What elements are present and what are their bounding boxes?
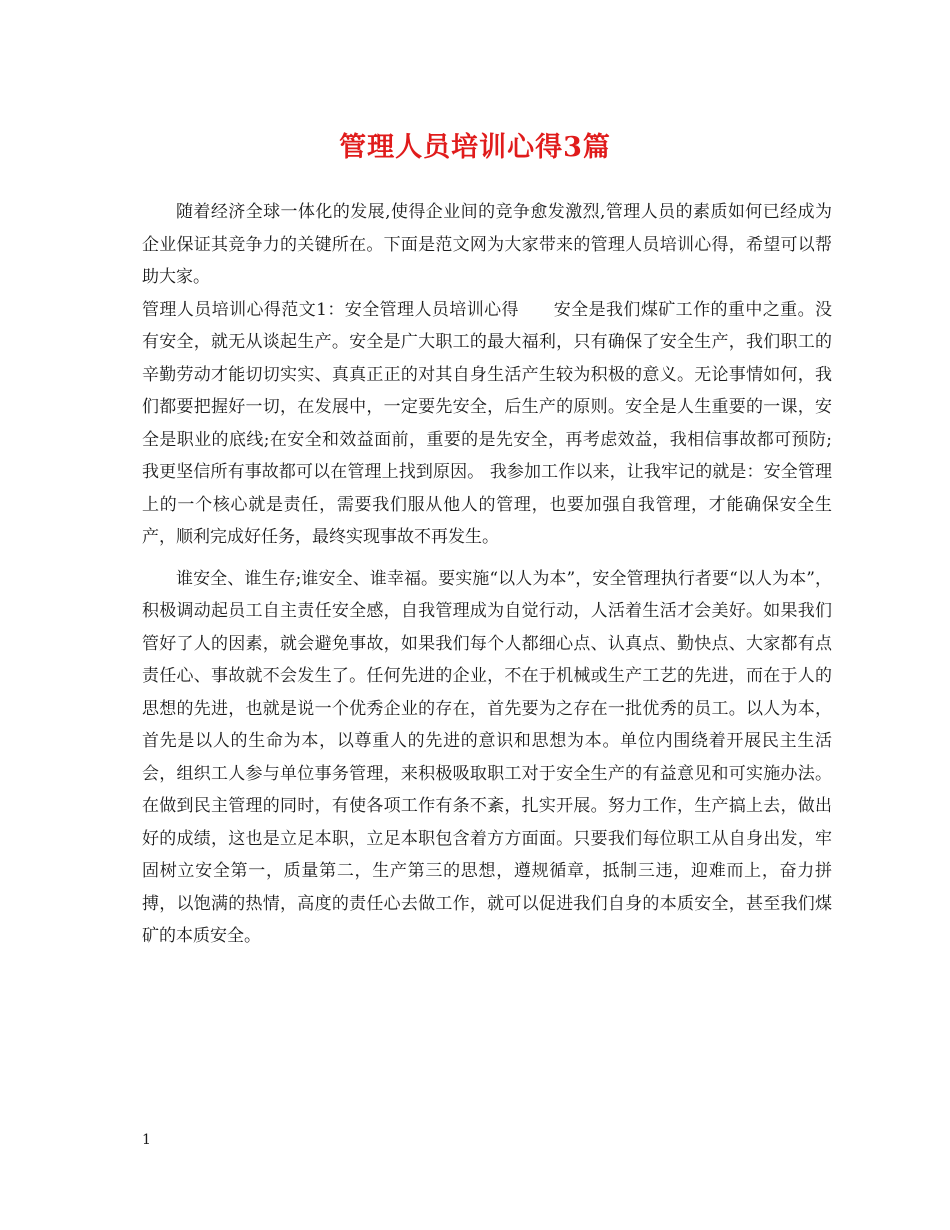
intro-paragraph: 随着经济全球一体化的发展,使得企业间的竞争愈发激烈,管理人员的素质如何已经成为企业保证其竞争力的关键所在。下面是范文网为大家带来的管理人员培训心得，希望可以帮助大家。	[142, 202, 832, 287]
document-body	[142, 196, 832, 953]
sample-one-paragraph: 管理人员培训心得范文1：安全管理人员培训心得 安全是我们煤矿工作的重中之重。没有安全，就无从谈起生产。安全是广大职工的最大福利，只有确保了安全生产，我们职工的辛勤劳动才能切切实实、真真正正的对其自身生活产生较为积极的意义。无论事情如何，我们都要把握好一切，在发展中，一定要先安全，后生产的原则。安全是人生重要的一课，安全是职业的底线;在安全和效益面前，重要的是先安全，再考虑效益，我相信事故都可预防;我更坚信所有事故都可以在管理上找到原因。 我参加工作以来，让我牢记的就是：安全管理上的一个核心就是责任，需要我们服从他人的管理，也要加强自我管理，才能确保安全生产，顺利完成好任务，最终实现事故不再发生。	[142, 299, 832, 547]
document-title: 管理人员培训心得3篇	[339, 132, 611, 163]
page-number: 1	[142, 1132, 151, 1148]
people-oriented-paragraph: 谁安全、谁生存;谁安全、谁幸福。要实施“以人为本”，安全管理执行者要“以人为本”，积极调动起员工自主责任安全感，自我管理成为自觉行动，人活着生活才会美好。如果我们管好了人的因素，就会避免事故，如果我们每个人都细心点、认真点、勤快点、大家都有点责任心、事故就不会发生了。任何先进的企业，不在于机械或生产工艺的先进，而在于人的思想的先进，也就是说一个优秀企业的存在，首先要为之存在一批优秀的员工。以人为本，首先是以人的生命为本，以尊重人的先进的意识和思想为本。单位内围绕着开展民主生活会，组织工人参与单位事务管理，来积极吸取职工对于安全生产的有益意见和可实施办法。在做到民主管理的同时，有使各项工作有条不紊，扎实开展。努力工作，生产搞上去，做出好的成绩，这也是立足本职，立足本职包含着方方面面。只要我们每位职工从自身出发，牢固树立安全第一，质量第二，生产第三的思想，遵规循章，抵制三违，迎难而上，奋力拼搏，以饱满的热情，高度的责任心去做工作，就可以促进我们自身的本质安全，甚至我们煤矿的本质安全。	[142, 568, 832, 946]
